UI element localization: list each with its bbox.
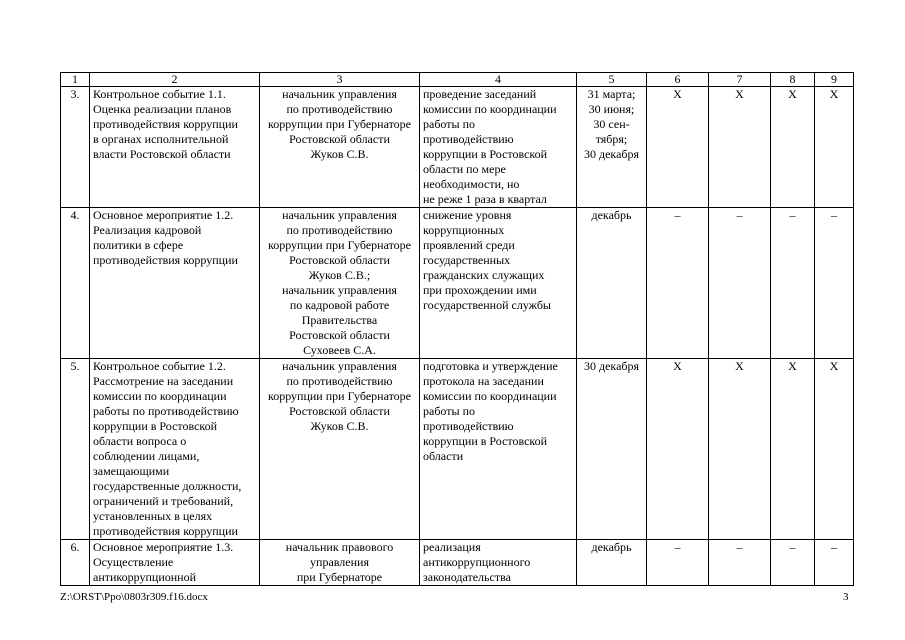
deadline: 31 марта; 30 июня; 30 сен- тября; 30 декабря (577, 87, 647, 208)
measure-name: Контрольное событие 1.1. Оценка реализации планов противодействия коррупции в органах исполнительной власти Ростовской области (90, 87, 260, 208)
header-col-8: 8 (771, 73, 815, 87)
row-number: 6. (61, 540, 90, 586)
executor: начальник управления по противодействию коррупции при Губернаторе Ростовской области Жуков С.В.; начальник управления по кадровой работе Правительства Ростовской области Суховеев С.А. (260, 208, 420, 359)
measure-name: Основное мероприятие 1.2. Реализация кадровой политики в сфере противодействия коррупции (90, 208, 260, 359)
deadline: декабрь (577, 540, 647, 586)
executor: начальник управления по противодействию коррупции при Губернаторе Ростовской области Жуков С.В. (260, 87, 420, 208)
cell-col-7: – (709, 540, 771, 586)
deadline: 30 декабря (577, 359, 647, 540)
expected-result: подготовка и утверждение протокола на заседании комиссии по координации работы по противодействию коррупции в Ростовской области (420, 359, 577, 540)
header-col-3: 3 (260, 73, 420, 87)
cell-col-8: – (771, 208, 815, 359)
header-row (61, 73, 854, 87)
header-col-7: 7 (709, 73, 771, 87)
header-col-1: 1 (61, 73, 90, 87)
measure-name: Основное мероприятие 1.3. Осуществление антикоррупционной (90, 540, 260, 586)
row-number: 4. (61, 208, 90, 359)
cell-col-6: X (647, 87, 709, 208)
cell-col-9: X (815, 87, 854, 208)
measure-name: Контрольное событие 1.2. Рассмотрение на заседании комиссии по координации работы по противодействию коррупции в Ростовской области вопроса о соблюдении лицами, замещающими государственные должности, ограничений и требований, установленных в целях противодействия коррупции (90, 359, 260, 540)
expected-result: проведение заседаний комиссии по координации работы по противодействию коррупции в Ростовской области по мере необходимости, но не реже 1 раза в квартал (420, 87, 577, 208)
cell-col-9: – (815, 540, 854, 586)
table-row (61, 208, 854, 359)
row-number: 3. (61, 87, 90, 208)
cell-col-8: – (771, 540, 815, 586)
cell-col-9: X (815, 359, 854, 540)
cell-col-8: X (771, 359, 815, 540)
executor: начальник правового управления при Губернаторе (260, 540, 420, 586)
cell-col-9: – (815, 208, 854, 359)
page-number: 3 (843, 591, 849, 603)
expected-result: реализация антикоррупционного законодательства (420, 540, 577, 586)
row-number: 5. (61, 359, 90, 540)
executor: начальник управления по противодействию коррупции при Губернаторе Ростовской области Жуков С.В. (260, 359, 420, 540)
cell-col-7: – (709, 208, 771, 359)
cell-col-6: – (647, 540, 709, 586)
cell-col-7: X (709, 359, 771, 540)
measures-table (60, 72, 854, 586)
table-row (61, 359, 854, 540)
header-col-9: 9 (815, 73, 854, 87)
header-col-2: 2 (90, 73, 260, 87)
header-col-6: 6 (647, 73, 709, 87)
cell-col-6: X (647, 359, 709, 540)
cell-col-7: X (709, 87, 771, 208)
header-col-5: 5 (577, 73, 647, 87)
expected-result: снижение уровня коррупционных проявлений среди государственных гражданских служащих при прохождении ими государственной службы (420, 208, 577, 359)
cell-col-8: X (771, 87, 815, 208)
cell-col-6: – (647, 208, 709, 359)
header-col-4: 4 (420, 73, 577, 87)
table-row (61, 540, 854, 586)
table-row (61, 87, 854, 208)
footer-file-path: Z:\ORST\Ppo\0803r309.f16.docx (60, 591, 208, 603)
deadline: декабрь (577, 208, 647, 359)
